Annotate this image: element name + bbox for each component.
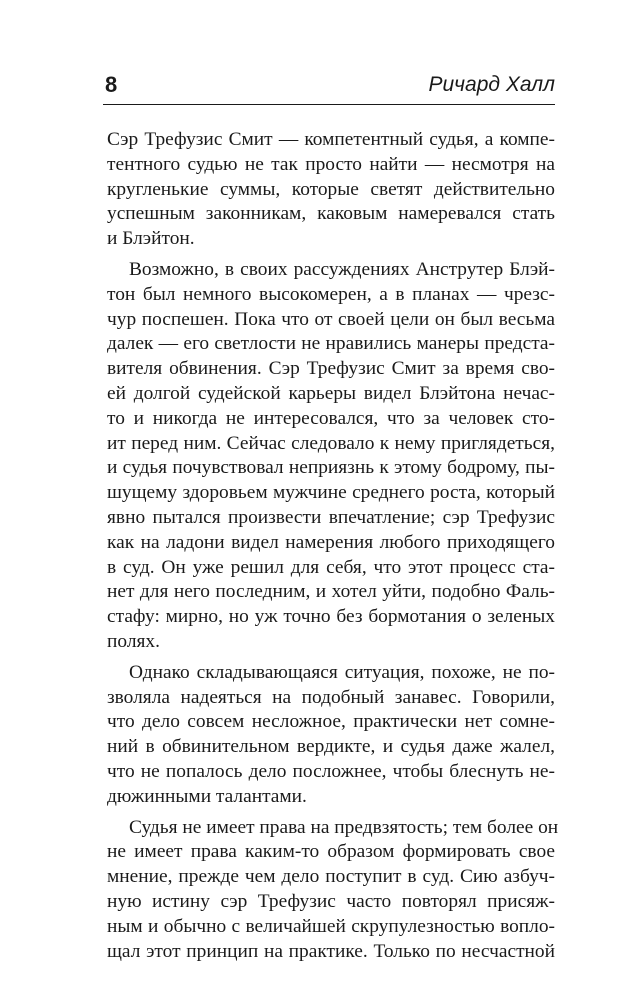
text-line: как на ладони видел намерения любого приходящего	[107, 531, 555, 553]
running-head-author: Ричард Халл	[428, 73, 555, 96]
header-rule	[103, 104, 555, 105]
text-line: тон был немного высокомерен, а в планах — чрезс-	[107, 283, 555, 305]
text-line: стафу: мирно, но уж точно без бормотания о зеленых	[107, 606, 555, 628]
text-line: ей долгой судейской карьеры видел Блэйтона нечас-	[107, 382, 555, 404]
paragraph	[107, 258, 555, 655]
text-line: нет для него последним, и хотел уйти, подобно Фаль-	[107, 581, 555, 603]
paragraph	[107, 816, 559, 965]
text-line: вителя обвинения. Сэр Трефузис Смит за время сво-	[107, 358, 555, 380]
text-line: щал этот принцип на практике. Только по несчастной	[107, 940, 555, 962]
text-line: ит перед ним. Сейчас следовало к нему приглядеться,	[107, 432, 555, 454]
page-header	[103, 72, 555, 102]
text-line: ную истину сэр Трефузис часто повторял присяж-	[107, 890, 555, 912]
text-line: то и никогда не интересовался, что за человек сто-	[107, 407, 555, 429]
text-line: и Блэйтон.	[107, 228, 195, 250]
text-line: кругленькие суммы, которые светят действительно	[107, 178, 555, 200]
text-line: тентного судью не так просто найти — несмотря на	[107, 153, 555, 175]
text-line: шущему здоровьем мужчине среднего роста, который	[107, 482, 555, 504]
text-line: ным и обычно с величайшей скрупулезностью вопло-	[107, 915, 555, 937]
text-line: полях.	[107, 630, 160, 652]
text-line: что не попалось дело посложнее, чтобы блеснуть не-	[107, 760, 555, 782]
text-line: Однако складывающаяся ситуация, похоже, не по-	[129, 661, 555, 683]
text-line: Сэр Трефузис Смит — компетентный судья, а компе-	[107, 129, 555, 150]
text-line: явно пытался произвести впечатление; сэр Трефузис	[107, 506, 555, 528]
text-line: Судья не имеет права на предвзятость; тем более он	[129, 816, 559, 838]
paragraph	[107, 128, 555, 252]
text-line: дюжинными талантами.	[107, 785, 307, 807]
paragraph	[107, 661, 555, 810]
text-line: не имеет права каким-то образом формировать свое	[107, 841, 555, 863]
text-line: Возможно, в своих рассуждениях Анструтер Блэй-	[129, 258, 555, 280]
text-line: далек — его светлости не нравились манеры предста-	[107, 333, 555, 355]
text-line: зволяла надеяться на подобный занавес. Говорили,	[107, 686, 555, 708]
text-line: в суд. Он уже решил для себя, что этот процесс ста-	[107, 556, 555, 578]
text-line: чур поспешен. Пока что от своей цели он был весьма	[107, 308, 555, 330]
body-text	[107, 128, 559, 964]
text-line: что дело совсем несложное, практически нет сомне-	[107, 711, 555, 733]
text-line: мнение, прежде чем дело поступит в суд. Сию азбуч-	[107, 866, 555, 888]
page-number: 8	[105, 72, 118, 97]
text-line: успешным законникам, каковым намеревался стать	[107, 203, 555, 225]
text-line: и судья почувствовал неприязнь к этому бодрому, пы-	[107, 457, 555, 479]
text-line: ний в обвинительном вердикте, и судья даже жалел,	[107, 736, 555, 758]
